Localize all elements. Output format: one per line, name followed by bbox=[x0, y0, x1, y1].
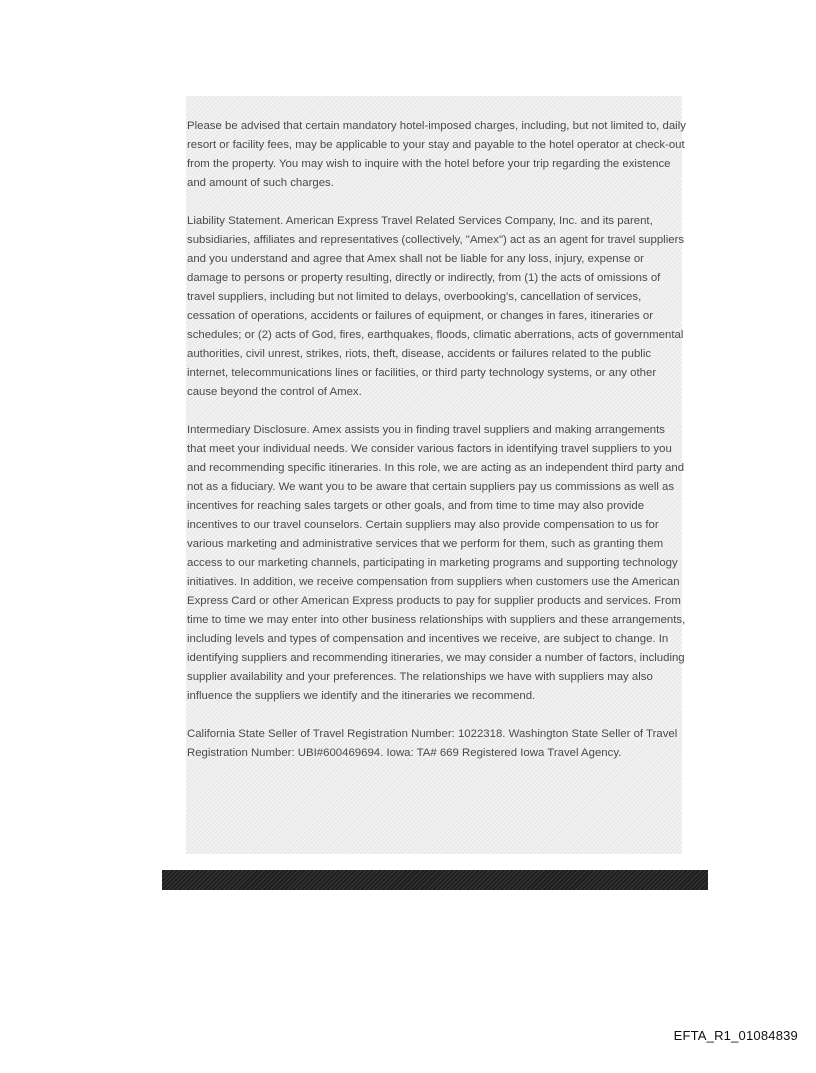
disclosure-text bbox=[187, 117, 687, 782]
document-id: EFTA_R1_01084839 bbox=[673, 1028, 798, 1043]
hotel-charges-paragraph: Please be advised that certain mandatory hotel-imposed charges, including, but not limited to, daily resort or facility fees, may be applicable to your stay and payable to the hotel operator at check-out from the property. You may wish to inquire with the hotel before your trip regarding the existence and amount of such charges. bbox=[187, 120, 686, 189]
intermediary-disclosure-paragraph: Intermediary Disclosure. Amex assists you in finding travel suppliers and making arrangements that meet your individual needs. We consider various factors in identifying travel suppliers to you and recommending specific itineraries. In this role, we are acting as an independent third party and not as a fiduciary. We want you to be aware that certain suppliers pay us commissions as well as incentives for reaching sales targets or other goals, and from time to time may also provide incentives to our travel counselors. Certain suppliers may also provide compensation to us for various marketing and administrative services that we perform for them, such as granting them access to our marketing channels, participating in marketing programs and supporting technology initiatives. In addition, we receive compensation from suppliers when customers use the American Express Card or other American Express products to pay for supplier products and services. From time to time we may enter into other business relationships with suppliers and these arrangements, including levels and types of compensation and incentives we receive, are subject to change. In identifying suppliers and recommending itineraries, we may consider a number of factors, including supplier availability and your preferences. The relationships we have with suppliers may also influence the suppliers we identify and the itineraries we recommend. bbox=[187, 424, 686, 702]
divider-bar bbox=[162, 870, 708, 890]
seller-registration-paragraph: California State Seller of Travel Registration Number: 1022318. Washington State Seller of Travel Registration Number: UBI#600469694. Iowa: TA# 669 Registered Iowa Travel Agency. bbox=[187, 728, 678, 759]
liability-statement-paragraph: Liability Statement. American Express Travel Related Services Company, Inc. and its parent, subsidiaries, affiliates and representatives (collectively, "Amex") act as an agent for travel suppliers and you understand and agree that Amex shall not be liable for any loss, injury, expense or damage to persons or property resulting, directly or indirectly, from (1) the acts of omissions of travel suppliers, including but not limited to delays, overbooking's, cancellation of services, cessation of operations, accidents or failures of equipment, or changes in fares, itineraries or schedules; or (2) acts of God, fires, earthquakes, floods, climatic aberrations, acts of governmental authorities, civil unrest, strikes, riots, theft, disease, accidents or failures related to the public internet, telecommunications lines or facilities, or third party technology systems, or any other cause beyond the control of Amex. bbox=[187, 215, 685, 398]
